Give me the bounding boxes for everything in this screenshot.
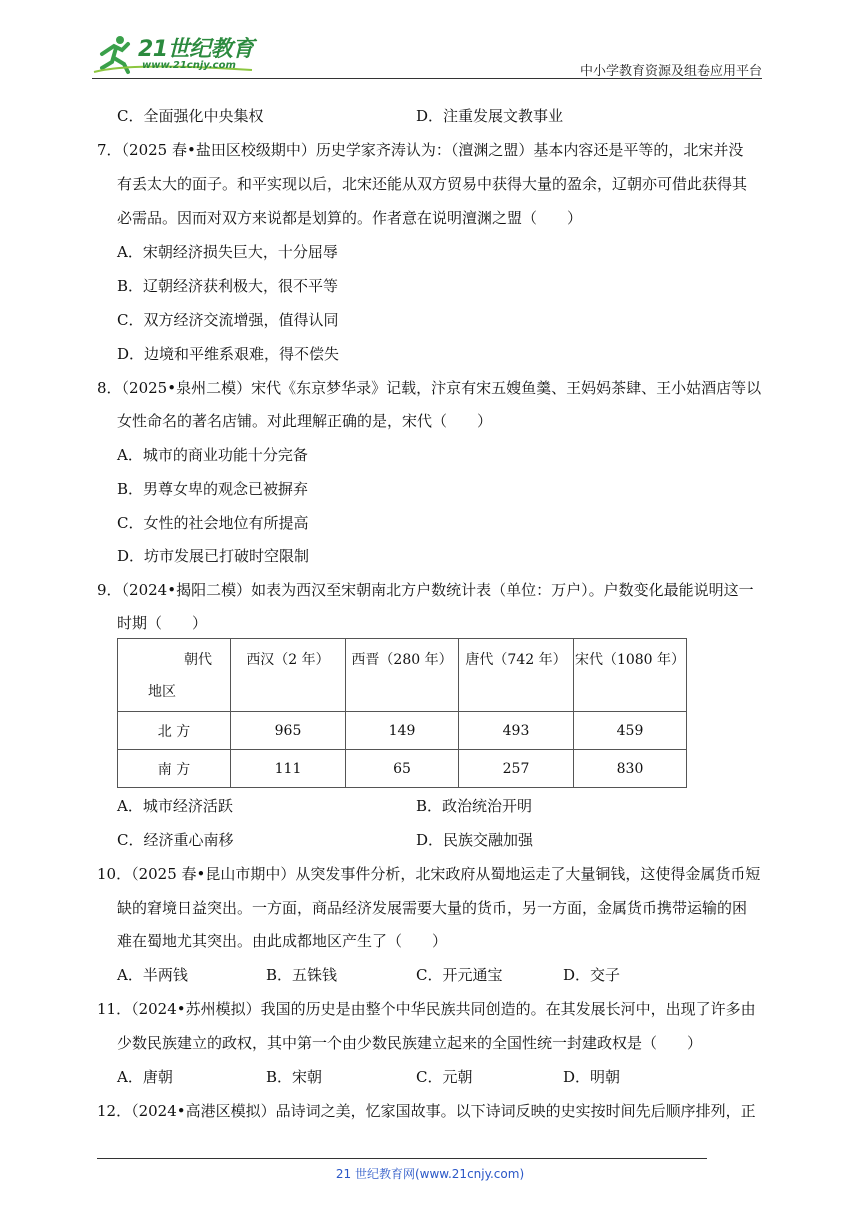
table-cell: 65 [346, 750, 459, 788]
q9-option-b: B．政治统治开明 [416, 797, 533, 815]
q11-stem-line2: 少数民族建立的政权，其中第一个由少数民族建立起来的全国性统一封建政权是（ ） [117, 1034, 703, 1052]
table-cell: 493 [459, 712, 574, 750]
row-label: 北 方 [118, 712, 231, 750]
q11-option-d: D．明朝 [563, 1068, 621, 1086]
q9-option-a: A．城市经济活跃 [117, 797, 233, 815]
q8-option-a: A．城市的商业功能十分完备 [117, 446, 308, 464]
q7-stem-line2: 有丢太大的面子。和平实现以后，北宋还能从双方贸易中获得大量的盈余，辽朝亦可借此获得其 [117, 175, 748, 193]
q11-option-b: B．宋朝 [266, 1068, 323, 1086]
table-cell: 149 [346, 712, 459, 750]
q10-stem-line1: 10．（2025 春•昆山市期中）从突发事件分析，北宋政府从蜀地运走了大量铜钱，这使得金属货币短 [97, 865, 761, 883]
row-label: 南 方 [118, 750, 231, 788]
q7-stem-line1: 7．（2025 春•盐田区校级期中）历史学家齐涛认为：（澶渊之盟）基本内容还是平等的，北宋并没 [97, 141, 744, 159]
q9-option-d: D．民族交融加强 [416, 831, 534, 849]
q8-stem-line1: 8．（2025•泉州二模）宋代《东京梦华录》记载，汴京有宋五嫂鱼羹、王妈妈茶肆、王小姑酒店等以 [97, 379, 762, 397]
column-header: 宋代（1080 年） [574, 639, 687, 712]
q10-stem-line2: 缺的窘境日益突出。一方面，商品经济发展需要大量的货币，另一方面，金属货币携带运输的困 [117, 899, 748, 917]
footer-link[interactable]: 21 世纪教育网(www.21cnjy.com) [335, 1167, 525, 1181]
q11-option-c: C．元朝 [416, 1068, 473, 1086]
q11-stem-line1: 11．（2024•苏州模拟）我国的历史是由整个中华民族共同创造的。在其发展长河中，出现了许多由 [97, 1000, 756, 1018]
table-cell: 111 [231, 750, 346, 788]
q10-option-d: D．交子 [563, 966, 621, 984]
q7-stem-line3: 必需品。因而对双方来说都是划算的。作者意在说明澶渊之盟（ ） [117, 209, 583, 227]
q6-option-d: D．注重发展文教事业 [416, 107, 564, 125]
table-cell: 830 [574, 750, 687, 788]
q8-option-c: C．女性的社会地位有所提高 [117, 514, 309, 532]
corner-dynasty-label: 朝代 [184, 652, 212, 668]
column-header: 西晋（280 年） [346, 639, 459, 712]
page-header [92, 30, 762, 80]
column-header: 唐代（742 年） [459, 639, 574, 712]
q7-option-a: A．宋朝经济损失巨大，十分屈辱 [117, 243, 338, 261]
q7-option-b: B．辽朝经济获利极大，很不平等 [117, 277, 339, 295]
q9-stem-line2: 时期（ ） [117, 614, 208, 632]
q8-option-b: B．男尊女卑的观念已被摒弃 [117, 480, 309, 498]
q8-stem-line2: 女性命名的著名店铺。对此理解正确的是，宋代（ ） [117, 412, 493, 430]
q10-option-b: B．五铢钱 [266, 966, 338, 984]
q10-option-a: A．半两钱 [117, 966, 188, 984]
table-row [118, 712, 687, 750]
q7-option-d: D．边境和平维系艰难，得不偿失 [117, 345, 340, 363]
q7-option-c: C．双方经济交流增强，值得认同 [117, 311, 339, 329]
table-cell: 965 [231, 712, 346, 750]
q10-stem-line3: 难在蜀地尤其突出。由此成都地区产生了（ ） [117, 932, 448, 950]
q11-option-a: A．唐朝 [117, 1068, 173, 1086]
header-divider [92, 78, 762, 79]
table-cell: 257 [459, 750, 574, 788]
corner-region-label: 地区 [148, 684, 176, 700]
table-cell: 459 [574, 712, 687, 750]
logo-text: 21世纪教育 [138, 37, 254, 62]
column-header: 西汉（2 年） [231, 639, 346, 712]
table-row [118, 750, 687, 788]
q10-option-c: C．开元通宝 [416, 966, 503, 984]
table-header-row [118, 639, 687, 712]
q9-option-c: C．经济重心南移 [117, 831, 234, 849]
footer-divider [97, 1158, 707, 1159]
household-stats-table [117, 638, 687, 788]
q12-stem-line1: 12．（2024•高港区模拟）品诗词之美，忆家国故事。以下诗词反映的史实按时间先后顺序排列，正 [97, 1102, 756, 1120]
table-corner-cell [118, 639, 231, 712]
platform-title: 中小学教育资源及组卷应用平台 [579, 64, 762, 79]
q8-option-d: D．坊市发展已打破时空限制 [117, 547, 310, 565]
logo-url: www.21cnjy.com [142, 60, 236, 71]
q6-option-c: C．全面强化中央集权 [117, 107, 264, 125]
q9-stem-line1: 9．（2024•揭阳二模）如表为西汉至宋朝南北方户数统计表（单位：万户）。户数变化最能说明这一 [97, 581, 754, 599]
